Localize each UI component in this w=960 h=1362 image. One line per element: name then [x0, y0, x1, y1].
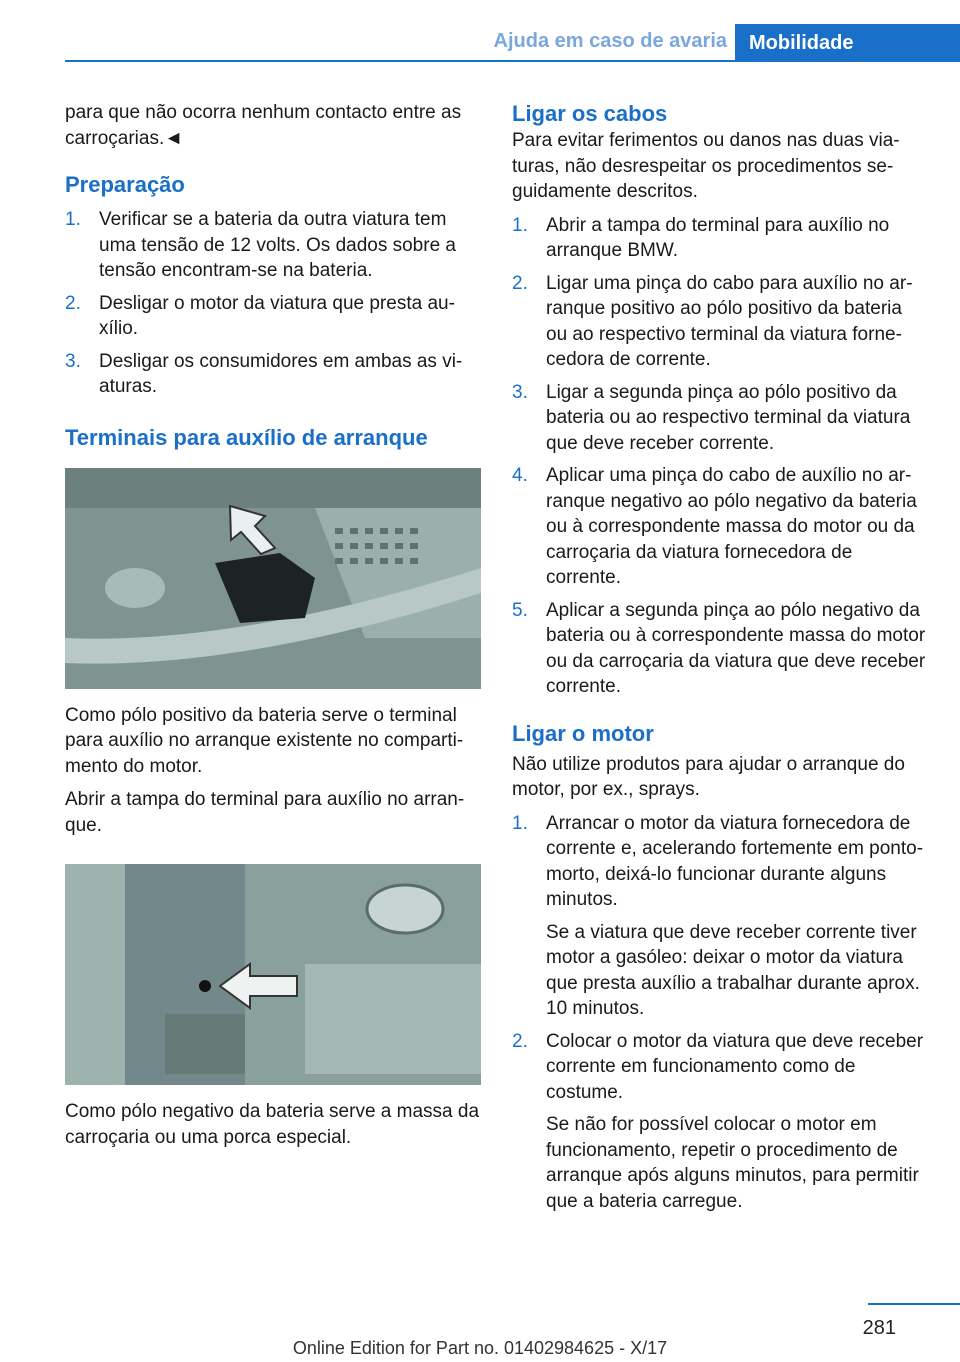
heading-ligar-cabos: Ligar os cabos — [512, 101, 668, 126]
list-number: 2. — [512, 1030, 528, 1052]
engine-photo-illustration — [65, 864, 481, 1085]
list-item — [512, 213, 927, 264]
motor-intro: Não utilize produtos para ajudar o arranque do motor, por ex., sprays. — [512, 753, 905, 800]
para-open-cover: Abrir a tampa do terminal para auxílio no arranque. — [65, 789, 465, 836]
cabos-intro: Para evitar ferimentos ou danos nas duas viaturas, não desrespeitar os procedimentos seguidamente descritos. — [512, 130, 900, 202]
header-chapter-tab: Mobilidade — [735, 24, 960, 62]
list-text: Colocar o motor da viatura que deve receber corrente em funcionamento como de costume. — [546, 1030, 924, 1103]
list-item — [512, 271, 927, 373]
footer-rule — [868, 1303, 960, 1305]
list-item — [512, 380, 927, 457]
left-column — [65, 100, 481, 1158]
list-text: Aplicar uma pinça do cabo de auxílio no arranque negativo ao pólo negativo da bateria ou à correspondente massa do motor ou da carroçaria da viatura fornecedora de corrente. — [546, 465, 917, 588]
edition-footer: Online Edition for Part no. 01402984625 - X/17 — [292, 1338, 668, 1358]
list-number: 1. — [65, 209, 81, 230]
page-header — [65, 24, 960, 62]
list-subtext: Se a viatura que deve receber corrente tiver motor a gasóleo: deixar o motor da viatura que presta auxílio a trabalhar durante aprox. 10 minutos. — [546, 921, 920, 1019]
header-rule — [65, 60, 960, 62]
heading-ligar-motor: Ligar o motor — [512, 720, 654, 746]
list-text: Ligar a segunda pinça ao pólo positivo da bateria ou ao respectivo terminal da viatura que deve receber corrente. — [546, 381, 911, 454]
list-number: 1. — [512, 214, 528, 236]
heading-preparacao: Preparação — [65, 172, 185, 197]
list-number: 1. — [512, 812, 528, 834]
para-negative-terminal: Como pólo negativo da bateria serve a massa da carroçaria ou uma porca especial. — [65, 1101, 480, 1148]
list-cabos — [512, 213, 927, 700]
page-number: 281 — [862, 1317, 896, 1339]
list-text: Ligar uma pinça do cabo para auxílio no arranque positivo ao pólo positivo da bateria ou ao respectivo terminal da viatura fornecedora de corrente. — [546, 272, 913, 370]
header-section-title: Ajuda em caso de avaria — [493, 30, 727, 52]
list-text: Verificar se a bateria da outra viatura tem uma tensão de 12 volts. Os dados sobre a tensão encontram-se na bateria. — [99, 209, 456, 281]
list-number: 5. — [512, 599, 528, 621]
list-number: 3. — [65, 350, 81, 372]
list-item — [512, 1029, 927, 1215]
list-item — [65, 291, 481, 342]
list-item — [512, 463, 927, 591]
list-subtext: Se não for possível colocar o motor em funcionamento, repetir o procedimento de arranque após alguns minutos, para permitir que a bateria carregue. — [546, 1114, 919, 1212]
heading-terminais: Terminais para auxílio de arranque — [65, 424, 428, 450]
list-item — [512, 598, 927, 700]
list-number: 2. — [65, 292, 81, 314]
list-item — [65, 349, 481, 400]
list-text: Abrir a tampa do terminal para auxílio no arranque BMW. — [546, 214, 890, 261]
list-number: 3. — [512, 381, 528, 403]
para-positive-terminal: Como pólo positivo da bateria serve o terminal para auxílio no arranque existente no compartimento do motor. — [65, 704, 464, 777]
intro-continuation: para que não ocorra nenhum contacto entre as carroçarias.◄ — [65, 102, 462, 149]
engine-bay-positive-terminal-photo — [65, 468, 481, 689]
engine-bay-negative-terminal-photo — [65, 864, 481, 1085]
list-text: Desligar os consumidores em ambas as viaturas. — [99, 350, 463, 397]
list-text: Desligar o motor da viatura que presta auxílio. — [99, 292, 455, 339]
list-item — [512, 811, 927, 1022]
list-number: 2. — [512, 272, 528, 294]
list-preparacao — [65, 207, 481, 400]
engine-photo-illustration — [65, 468, 481, 689]
list-motor — [512, 811, 927, 1215]
list-number: 4. — [512, 465, 528, 486]
list-item — [65, 207, 481, 284]
list-text: Aplicar a segunda pinça ao pólo negativo da bateria ou à correspondente massa do motor ou da carroçaria da viatura que deve receber corrente. — [546, 599, 926, 697]
list-text: Arrancar o motor da viatura fornecedora de corrente e, acelerando fortemente em ponto-morto, deixá-lo funcionar durante alguns minutos. — [546, 812, 924, 910]
right-column — [512, 100, 927, 1221]
